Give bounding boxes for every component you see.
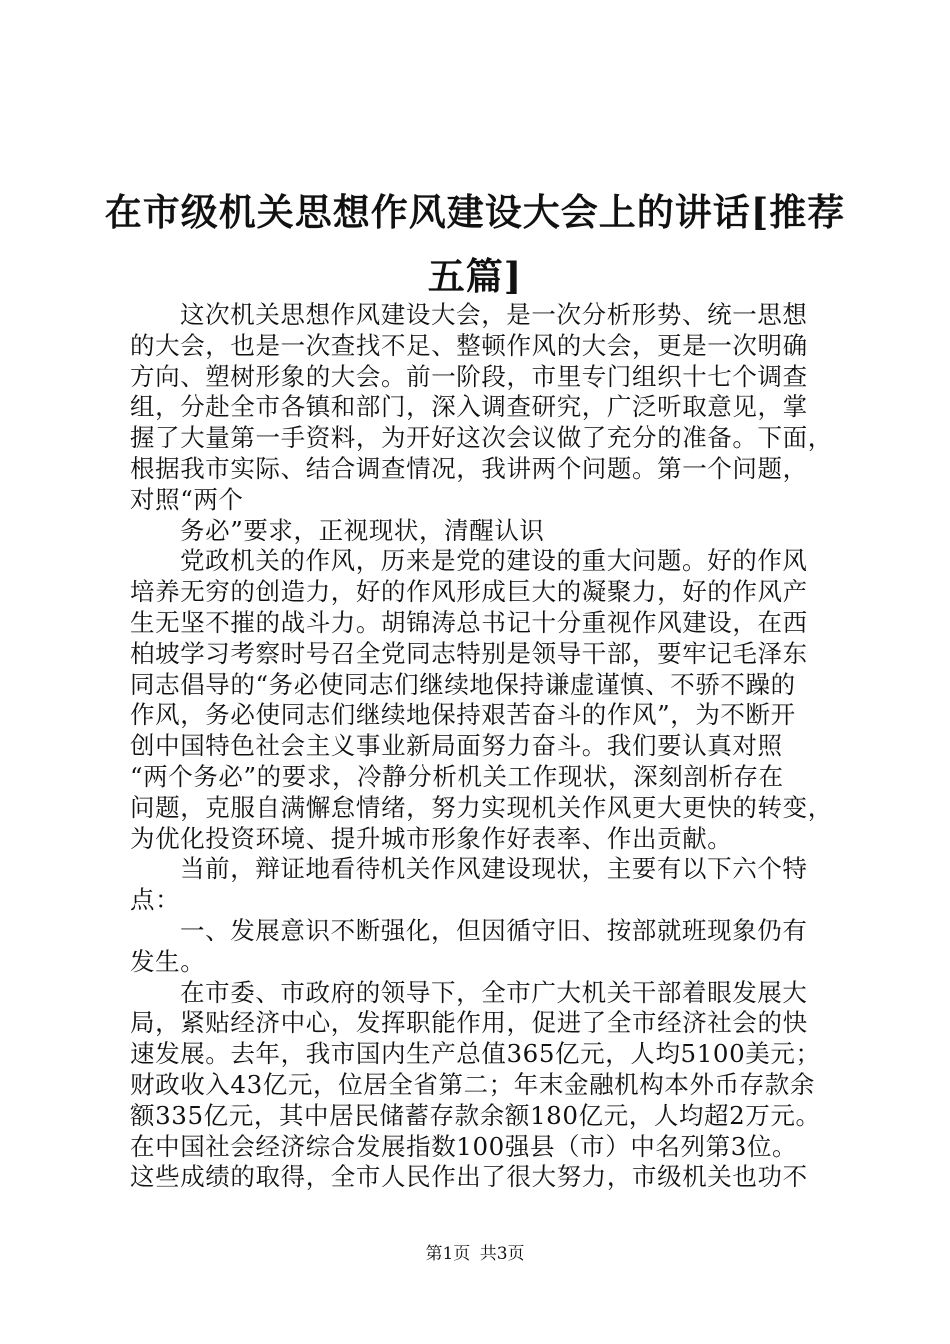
body-text-line: 发生。 [130,946,206,976]
body-text-line: 为优化投资环境、提升城市形象作好表率、作出贡献。 [130,823,733,853]
body-text-line: 培养无穷的创造力，好的作风形成巨大的凝聚力，好的作风产 [130,577,808,607]
body-text-line: 额335亿元，其中居民储蓄存款余额180亿元，人均超2万元。 [130,1100,821,1130]
body-text-line: 根据我市实际、结合调查情况，我讲两个问题。第一个问题， [130,453,808,483]
page-number: 第1页 [425,1244,471,1264]
body-text-line: 当前，辩证地看待机关作风建设现状，主要有以下六个特 [180,854,808,884]
document-body [130,300,833,1193]
body-text-line: 同志倡导的“务必使同志们继续地保持谦虚谨慎、不骄不躁的 [130,669,796,699]
body-text-line: 作风，务必使同志们继续地保持艰苦奋斗的作风”，为不断开 [130,700,796,730]
body-text-line: 方向、塑树形象的大会。前一阶段，市里专门组织十七个调查 [130,361,808,391]
body-text-line: 创中国特色社会主义事业新局面努力奋斗。我们要认真对照 [130,731,783,761]
body-text-line: 这些成绩的取得，全市人民作出了很大努力，市级机关也功不 [130,1162,808,1192]
body-text-line: 这次机关思想作风建设大会，是一次分析形势、统一思想 [180,300,808,329]
body-text-line: 握了大量第一手资料，为开好这次会议做了充分的准备。下面， [130,423,833,453]
body-text-line: 对照“两个 [130,484,244,514]
title-line-2: 五篇] [427,254,523,298]
body-text-line: 在市委、市政府的领导下，全市广大机关干部着眼发展大 [180,977,808,1007]
body-text-line: 一、发展意识不断强化，但因循守旧、按部就班现象仍有 [180,915,808,945]
body-text-line: 的大会，也是一次查找不足、整顿作风的大会，更是一次明确 [130,330,808,360]
body-text-line: 务必”要求，正视现状，清醒认识 [180,515,545,545]
title-line-1: 在市级机关思想作风建设大会上的讲话[推荐 [104,190,846,234]
body-text-line: 生无坚不摧的战斗力。胡锦涛总书记十分重视作风建设，在西 [130,607,808,637]
body-text-line: 柏坡学习考察时号召全党同志特别是领导干部，要牢记毛泽东 [130,638,808,668]
body-text-line: 点： [130,885,181,915]
body-text-line: 问题，克服自满懈怠情绪，努力实现机关作风更大更快的转变， [130,792,833,822]
body-text-line: 速发展。去年，我市国内生产总值365亿元，人均5100美元； [130,1039,821,1069]
body-text-line: 组，分赴全市各镇和部门，深入调查研究，广泛听取意见，掌 [130,392,808,422]
body-text-line: “两个务必”的要求，冷静分析机关工作现状，深刻剖析存在 [130,761,784,791]
page-total: 共3页 [479,1244,525,1264]
body-text-line: 财政收入43亿元，位居全省第二；年末金融机构本外币存款余 [130,1069,815,1099]
body-text-line: 局，紧贴经济中心，发挥职能作用，促进了全市经济社会的快 [130,1008,808,1038]
document-title [100,180,850,308]
page-footer [0,1243,950,1265]
body-text-line: 在中国社会经济综合发展指数100强县（市）中名列第3位。 [130,1131,798,1161]
body-text-line: 党政机关的作风，历来是党的建设的重大问题。好的作风 [180,546,808,576]
